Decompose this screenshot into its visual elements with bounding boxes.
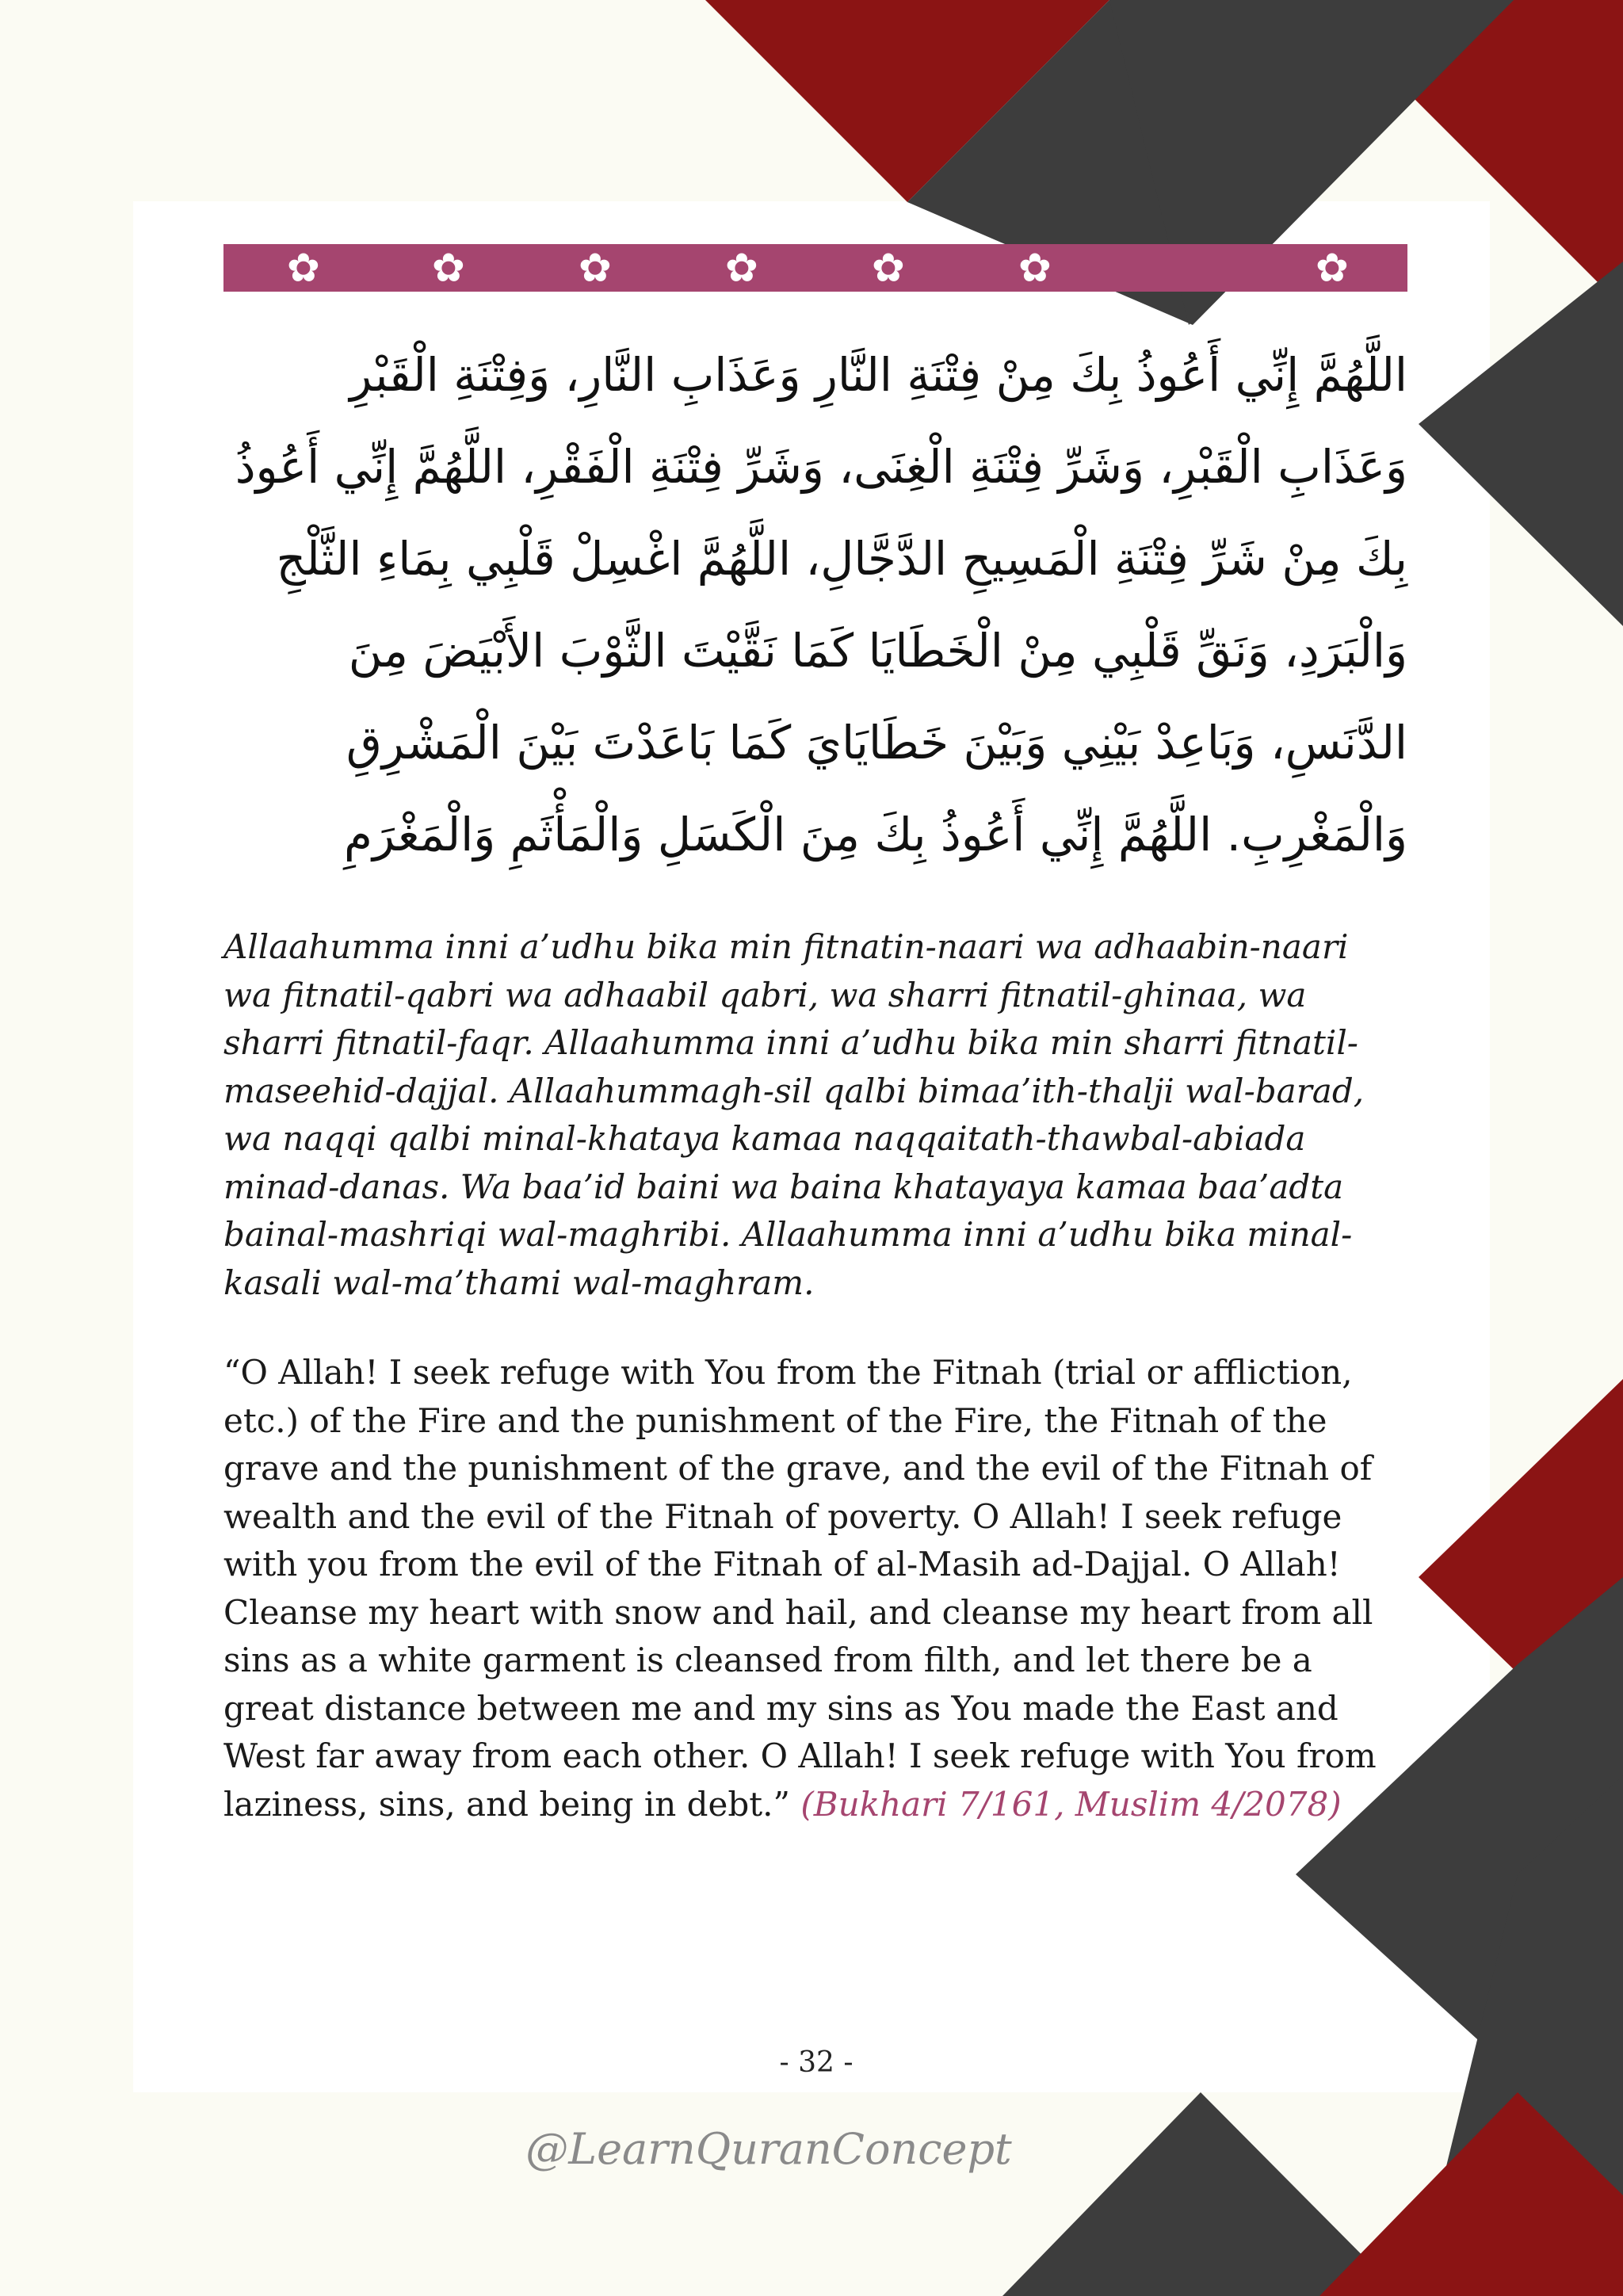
flower-icon: ✿ — [287, 245, 320, 291]
hadith-reference: (Bukhari 7/161, Muslim 4/2078) — [800, 1784, 1342, 1824]
arabic-line: اللَّهُمَّ إِنِّي أَعُوذُ بِكَ مِنْ فِتْنَةِ النَّارِ وَعَذَابِ النَّارِ، وَفِتْنَةِ الْقَبْرِ — [349, 348, 1407, 402]
translation-line: Cleanse my heart with snow and hail, and cleanse my heart from all — [223, 1592, 1373, 1632]
translation-line-text: laziness, sins, and being in debt.” — [223, 1784, 790, 1824]
translation-line: “O Allah! I seek refuge with You from the Fitnah (trial or affliction, — [223, 1353, 1353, 1392]
transliteration-line: wa naqqi qalbi minal-khataya kamaa naqqaitath-thawbal-abiada — [223, 1119, 1306, 1158]
translation-line: sins as a white garment is cleansed from filth, and let there be a — [223, 1641, 1312, 1679]
translation-line: wealth and the evil of the Fitnah of poverty. O Allah! I seek refuge — [223, 1496, 1342, 1536]
translation-line: etc.) of the Fire and the punishment of the Fire, the Fitnah of the — [223, 1400, 1327, 1440]
translation-line: great distance between me and my sins as You made the East and — [223, 1688, 1338, 1728]
transliteration-line: sharri fitnatil-faqr. Allaahumma inni a’udhu bika min sharri fitnatil- — [223, 1023, 1358, 1062]
arabic-dua — [223, 329, 1407, 881]
flower-icon: ✿ — [1018, 245, 1052, 291]
transliteration-line: minad-danas. Wa baa’id baini wa baina khatayaya kamaa baa’adta — [223, 1167, 1344, 1206]
translation — [223, 1349, 1412, 1828]
page-number: - 32 - — [779, 2046, 854, 2079]
arabic-line: بِكَ مِنْ شَرِّ فِتْنَةِ الْمَسِيحِ الدَّجَّالِ، اللَّهُمَّ اغْسِلْ قَلْبِي بِمَاءِ الثَّلْجِ — [276, 532, 1407, 586]
arabic-line: وَعَذَابِ الْقَبْرِ، وَشَرِّ فِتْنَةِ الْغِنَى، وَشَرِّ فِتْنَةِ الْفَقْرِ، اللَّهُمَّ إِنِّي أَعُوذُ — [235, 440, 1407, 494]
arabic-line: وَالْمَغْرِبِ. اللَّهُمَّ إِنِّي أَعُوذُ بِكَ مِنَ الْكَسَلِ وَالْمَأْثَمِ وَالْمَغْرَمِ — [344, 808, 1407, 861]
translation-line: West far away from each other. O Allah! I seek refuge with You from — [223, 1736, 1377, 1775]
floral-banner — [223, 244, 1407, 292]
flower-icon: ✿ — [872, 245, 905, 291]
flower-icon: ✿ — [1316, 245, 1349, 291]
translation-line: with you from the evil of the Fitnah of al-Masih ad-Dajjal. O Allah! — [223, 1545, 1341, 1584]
transliteration-line: Allaahumma inni a’udhu bika min fitnatin-naari wa adhaabin-naari — [223, 927, 1349, 966]
arabic-line: وَالْبَرَدِ، وَنَقِّ قَلْبِي مِنْ الْخَطَايَا كَمَا نَقَّيْتَ الثَّوْبَ الأَبْيَضَ مِنَ — [348, 624, 1407, 678]
translation-line-last — [223, 1781, 1412, 1829]
arabic-line: الدَّنَسِ، وَبَاعِدْ بَيْنِي وَبَيْنَ خَطَايَايَ كَمَا بَاعَدْتَ بَيْنَ الْمَشْرِقِ — [346, 716, 1407, 770]
bottom-dark-triangle — [1002, 2092, 1403, 2296]
flower-icon: ✿ — [725, 245, 758, 291]
flower-icon: ✿ — [579, 245, 612, 291]
signature-watermark: @LearnQuranConcept — [525, 2124, 1012, 2174]
transliteration-line: maseehid-dajjal. Allaahummagh-sil qalbi bimaa’ith-thalji wal-barad, — [223, 1071, 1365, 1110]
transliteration-line: kasali wal-ma’thami wal-maghram. — [223, 1263, 815, 1302]
transliteration-line: bainal-mashriqi wal-maghribi. Allaahumma inni a’udhu bika minal- — [223, 1215, 1353, 1254]
transliteration — [223, 923, 1412, 1307]
translation-line: grave and the punishment of the grave, and the evil of the Fitnah of — [223, 1449, 1373, 1488]
transliteration-line: wa fitnatil-qabri wa adhaabil qabri, wa sharri fitnatil-ghinaa, wa — [223, 975, 1307, 1014]
flower-icon: ✿ — [432, 245, 465, 291]
